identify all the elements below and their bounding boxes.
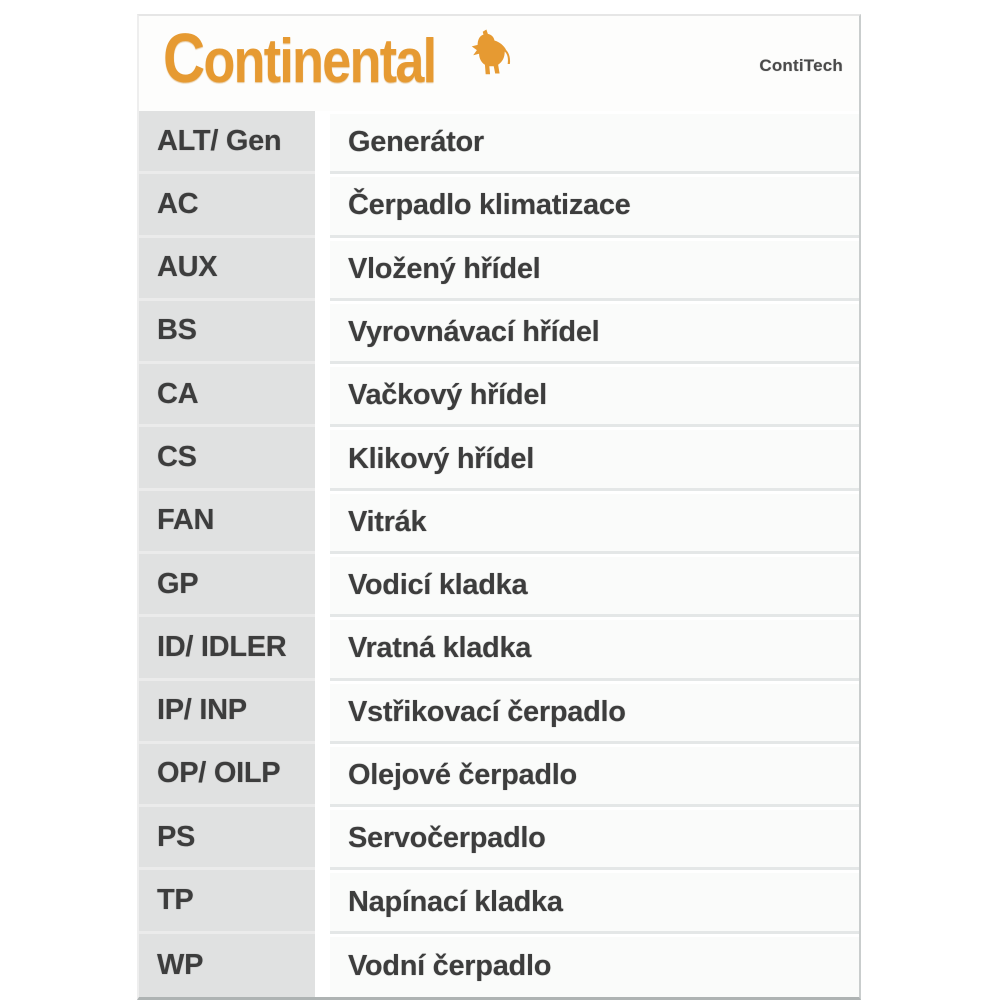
- abbr-label: TP: [157, 884, 194, 917]
- term-cell-wrap: [330, 238, 859, 301]
- term-cell: [330, 747, 859, 807]
- column-gap: [315, 301, 330, 364]
- column-gap: [315, 934, 330, 997]
- catalog-legend-page: [137, 14, 861, 1000]
- abbr-label: GP: [157, 567, 199, 600]
- brand-header: [139, 16, 859, 111]
- term-cell-wrap: [330, 934, 859, 997]
- abbr-label: FAN: [157, 504, 215, 537]
- term-cell: [330, 177, 859, 237]
- brand-logo: [163, 19, 487, 97]
- rearing-horse-icon: [471, 28, 515, 78]
- table-row: [139, 744, 859, 807]
- table-row: [139, 301, 859, 364]
- term-cell: [330, 494, 859, 554]
- table-row: [139, 807, 859, 870]
- abbr-cell: [139, 807, 315, 870]
- table-row: [139, 870, 859, 933]
- contitech-label: ContiTech: [759, 56, 843, 75]
- abbr-label: AUX: [157, 251, 218, 284]
- term-label: Vitrák: [348, 505, 427, 538]
- term-cell-wrap: [330, 554, 859, 617]
- column-gap: [315, 681, 330, 744]
- term-label: Klikový hřídel: [348, 442, 534, 475]
- term-cell-wrap: [330, 744, 859, 807]
- abbr-cell: [139, 617, 315, 680]
- term-cell: [330, 557, 859, 617]
- term-label: Servočerpadlo: [348, 822, 546, 855]
- term-cell-wrap: [330, 807, 859, 870]
- abbr-label: IP/ INP: [157, 694, 247, 727]
- term-cell: [330, 430, 859, 490]
- term-label: Vodicí kladka: [348, 569, 528, 602]
- abbr-cell: [139, 111, 315, 174]
- abbr-cell: [139, 870, 315, 933]
- abbr-cell: [139, 554, 315, 617]
- table-row: [139, 238, 859, 301]
- term-cell: [330, 937, 859, 997]
- abbr-label: CS: [157, 441, 197, 474]
- term-cell: [330, 367, 859, 427]
- abbr-label: PS: [157, 820, 196, 853]
- column-gap: [315, 744, 330, 807]
- term-label: Čerpadlo klimatizace: [348, 189, 631, 222]
- abbr-cell: [139, 744, 315, 807]
- abbr-cell: [139, 364, 315, 427]
- abbr-label: WP: [157, 948, 204, 981]
- table-row: [139, 617, 859, 680]
- column-gap: [315, 491, 330, 554]
- column-gap: [315, 364, 330, 427]
- column-gap: [315, 427, 330, 490]
- table-row: [139, 364, 859, 427]
- abbreviation-table: [139, 111, 859, 997]
- term-cell-wrap: [330, 174, 859, 237]
- column-gap: [315, 870, 330, 933]
- abbr-label: BS: [157, 314, 197, 347]
- term-cell: [330, 810, 859, 870]
- table-row: [139, 427, 859, 490]
- term-cell: [330, 873, 859, 933]
- abbr-cell: [139, 934, 315, 997]
- term-label: Vačkový hřídel: [348, 379, 547, 412]
- abbr-label: AC: [157, 187, 199, 220]
- column-gap: [315, 174, 330, 237]
- term-label: Olejové čerpadlo: [348, 758, 577, 791]
- column-gap: [315, 554, 330, 617]
- abbr-cell: [139, 681, 315, 744]
- abbr-label: OP/ OILP: [157, 757, 281, 790]
- brand-logo-text: Continental: [163, 19, 436, 97]
- term-cell-wrap: [330, 491, 859, 554]
- table-row: [139, 934, 859, 997]
- abbr-label: ID/ IDLER: [157, 630, 287, 663]
- table-row: [139, 554, 859, 617]
- term-label: Napínací kladka: [348, 885, 563, 918]
- abbr-cell: [139, 301, 315, 364]
- term-cell: [330, 620, 859, 680]
- column-gap: [315, 617, 330, 680]
- abbr-cell: [139, 491, 315, 554]
- table-row: [139, 491, 859, 554]
- term-cell: [330, 114, 859, 174]
- term-label: Generátor: [348, 126, 484, 159]
- column-gap: [315, 807, 330, 870]
- term-cell-wrap: [330, 681, 859, 744]
- abbr-cell: [139, 238, 315, 301]
- term-cell: [330, 241, 859, 301]
- term-label: Vodní čerpadlo: [348, 950, 552, 983]
- term-label: Vstřikovací čerpadlo: [348, 695, 626, 728]
- abbr-label: ALT/ Gen: [157, 124, 282, 157]
- table-row: [139, 174, 859, 237]
- term-cell: [330, 684, 859, 744]
- column-gap: [315, 111, 330, 174]
- term-cell-wrap: [330, 111, 859, 174]
- term-cell-wrap: [330, 427, 859, 490]
- term-label: Vložený hřídel: [348, 252, 541, 285]
- abbr-label: CA: [157, 377, 199, 410]
- column-gap: [315, 238, 330, 301]
- term-cell: [330, 304, 859, 364]
- table-row: [139, 681, 859, 744]
- term-label: Vratná kladka: [348, 632, 532, 665]
- term-cell-wrap: [330, 870, 859, 933]
- table-row: [139, 111, 859, 174]
- abbr-cell: [139, 427, 315, 490]
- term-cell-wrap: [330, 364, 859, 427]
- term-label: Vyrovnávací hřídel: [348, 315, 600, 348]
- term-cell-wrap: [330, 617, 859, 680]
- abbr-cell: [139, 174, 315, 237]
- term-cell-wrap: [330, 301, 859, 364]
